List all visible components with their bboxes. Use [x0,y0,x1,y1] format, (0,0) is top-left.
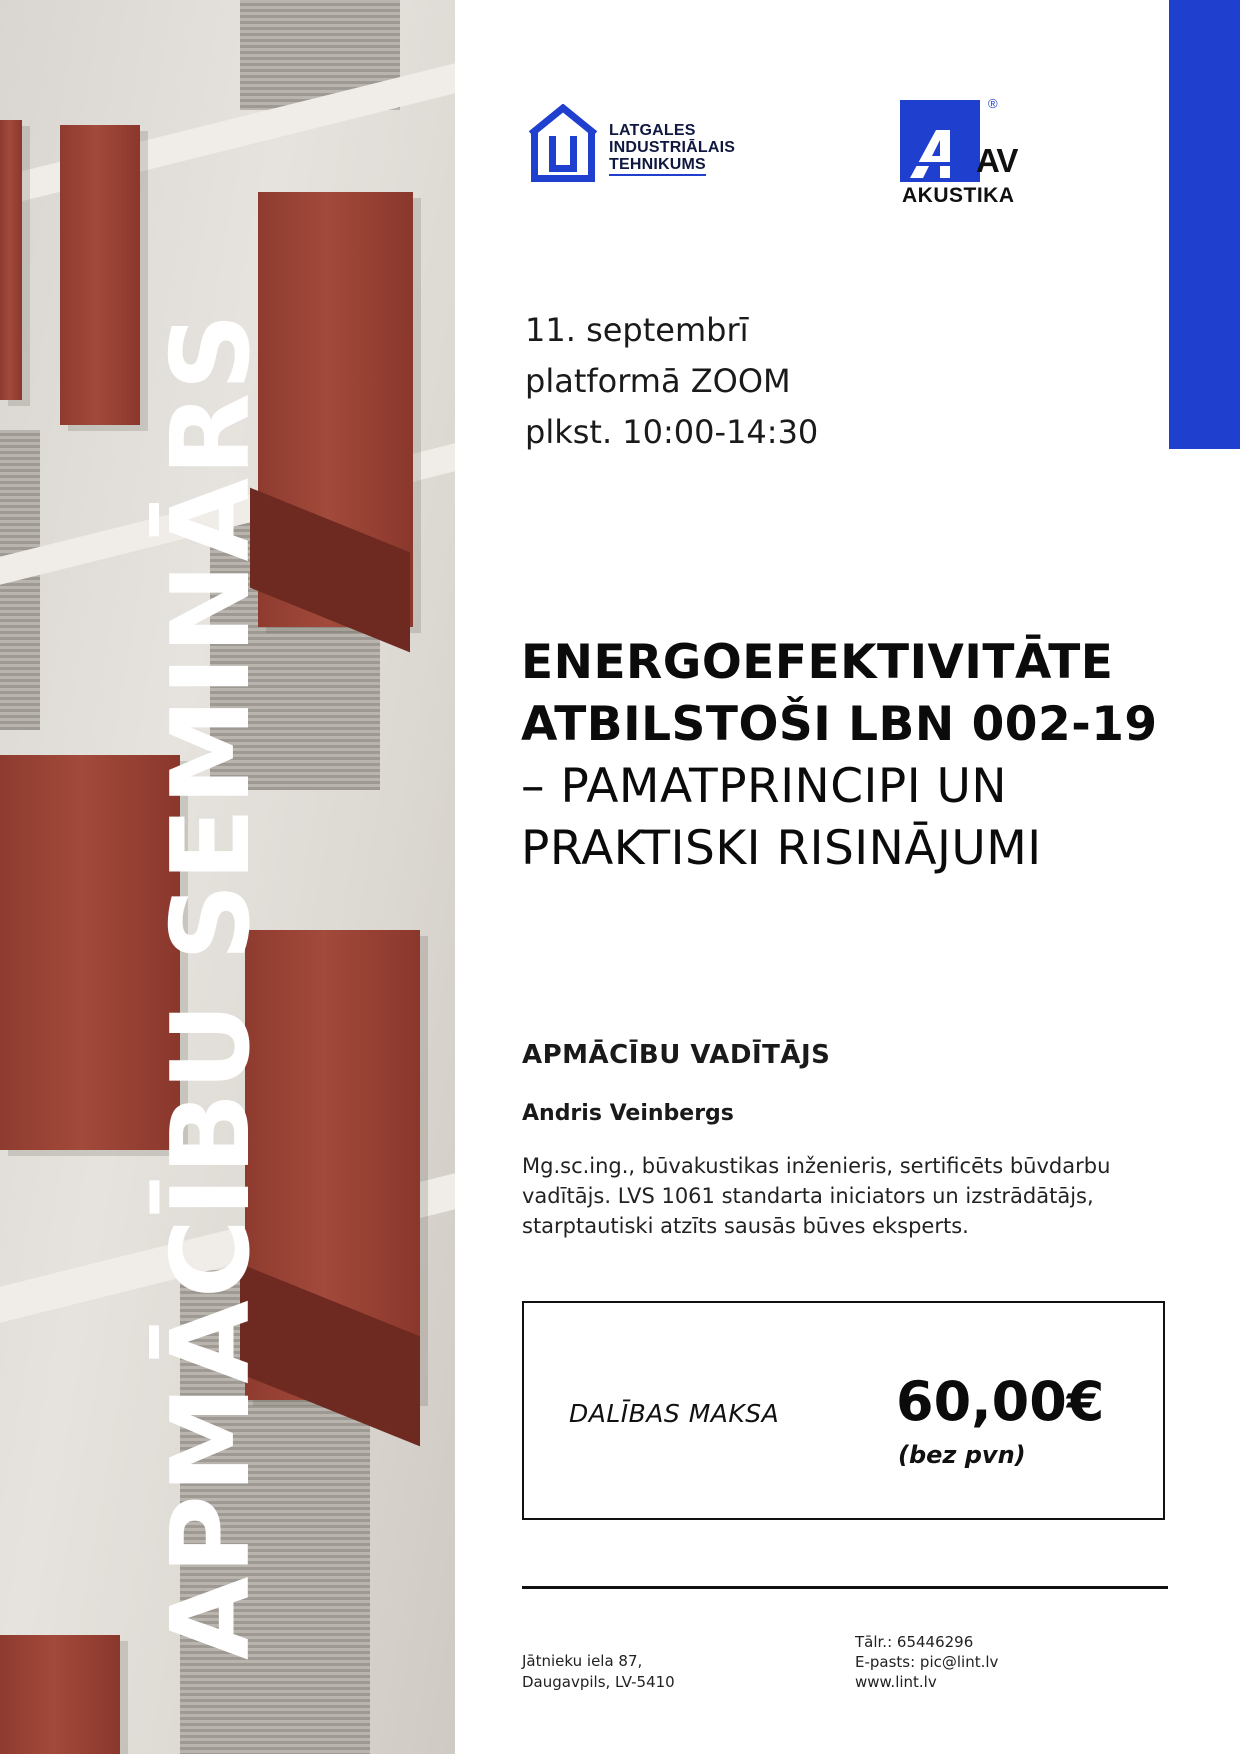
av-akustika-logo [900,96,1040,208]
lint-logo-line: LATGALES [609,122,696,139]
trainer-name: Andris Veinbergs [522,1101,734,1126]
price-note: (bez pvn) [898,1441,1026,1469]
address-line: Jātnieku iela 87, [522,1652,643,1670]
address-line: Daugavpils, LV-5410 [522,1673,675,1691]
footer-address [522,1651,675,1693]
event-time: plkst. 10:00-14:30 [525,413,819,451]
contact-phone: Tālr.: 65446296 [855,1633,974,1651]
lint-logo-line: INDUSTRIĀLAIS [609,139,736,156]
title-line: ENERGOEFEKTIVITĀTE [521,635,1114,690]
av-logo-mark-icon [900,100,980,182]
trainer-heading: APMĀCĪBU VADĪTĀJS [522,1040,831,1070]
seminar-title [521,632,1161,880]
price-label: DALĪBAS MAKSA [569,1399,780,1428]
event-date: 11. septembrī [525,311,749,349]
event-platform: platformā ZOOM [525,362,791,400]
footer-contact [855,1632,998,1692]
lint-logo-text [609,122,735,176]
vertical-title: APMĀCĪBU SEMINĀRS [149,311,274,1660]
accent-bar [1169,0,1240,449]
title-line: – PAMATPRINCIPI UN [521,759,1008,814]
contact-email[interactable]: E-pasts: pic@lint.lv [855,1653,999,1671]
av-brand-text: AV [976,142,1018,179]
divider [522,1586,1168,1589]
title-line: PRAKTISKI RISINĀJUMI [521,821,1042,876]
lint-logo [527,104,767,188]
lint-house-icon [527,104,599,186]
contact-website[interactable]: www.lint.lv [855,1673,937,1691]
registered-mark: ® [988,96,998,111]
akustika-text: AKUSTIKA [902,184,1015,207]
lint-logo-line: TEHNIKUMS [609,156,706,176]
vertical-title-wrapper [0,0,455,1754]
price-value: 60,00€ [896,1370,1105,1433]
trainer-bio: Mg.sc.ing., būvakustikas inženieris, sertificēts būvdarbu vadītājs. LVS 1061 standarta iniciators un izstrādātājs, starptautiski atzīts sausās būves eksperts. [522,1154,1111,1238]
title-line: ATBILSTOŠI LBN 002-19 [521,697,1158,752]
price-box [522,1301,1165,1520]
event-details [525,305,818,458]
